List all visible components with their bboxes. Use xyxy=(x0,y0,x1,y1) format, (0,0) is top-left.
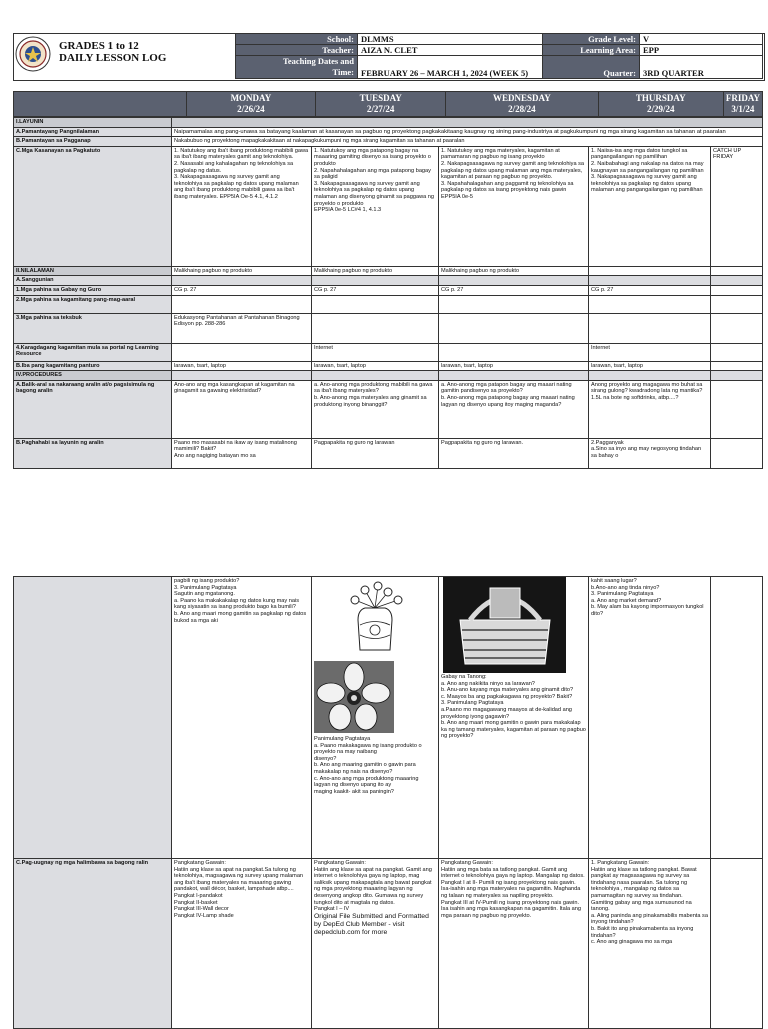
title-line-2: DAILY LESSON LOG xyxy=(59,52,167,64)
gabay-guro-mon: CG p. 27 xyxy=(172,285,312,295)
pag-uugnay-wed: Pangkatang Gawain: Hatiin ang mga bata sa tatlong pangkat. Gamit ang internet o teknolohiya gaya ng laptop. Mangalap ng datos. Pangkat I at II- Pumili ng isang proyektong nais gawin. Isa-isahin ang mga materyales na gagamitin. Maghanda ng talaan ng materyales sa napiling proyekto. Pangkat III at IV-Pumili ng isang proyektong nais gawin. Isa isahin ang mga kasangkapan na gagamitin. Itala ang mga paraan ng pagbuo ng proyekto. xyxy=(439,859,589,1029)
teacher-value: AIZA N. CLET xyxy=(358,45,543,56)
balik-aral-wed: a. Ano-anong mga patapon bagay ang maaari nating gamitin pandisenyo sa proyekto? b. Ano-anong mga patapong bagay ang maaari nating lagyan ng disenyo upang itoy maging maganda? xyxy=(439,380,589,438)
iba-pang-kagamitan-mon: larawan, tsart, laptop xyxy=(172,361,312,371)
gabay-guro-thu: CG p. 27 xyxy=(589,285,711,295)
pag-uugnay-thu: 1. Pangkatang Gawain: Hatiin ang klase sa tatlong pangkat. Bawat pangkat ay magsasagawa ng survey sa tindahang nasa paaralan. Sa tulong ng teknolohiya , mangalap ng datos sa pamamagitan ng survey sa tindahan. Gamiting gabay ang mga sumusunod na tanong. a. Aling paninda ang pinakamabilis mabenta sa inyong tindahan? b. Bakit ito ang pinakamabenta sa inyong tindahan? c. Ano ang ginagawa mo sa mga xyxy=(589,859,711,1029)
teacher-label: Teacher: xyxy=(236,45,358,56)
nilalaman-thu xyxy=(589,266,711,276)
nilalaman-wed: Malikhaing pagbuo ng produkto xyxy=(439,266,589,276)
kasanayan-thu: 1. Naiisa-isa ang mga datos tungkol sa pangangailangan ng pamilihan 2. Naibabahagi ang nakalap na datos na may kaugnayan sa pangangailangan ng pamilihan 3. Nakapagsasagawa ng survey gamit ang teknolohiya sa pagkalap ng datos upang malaman ang pangangailangan ng pamilihan xyxy=(589,146,711,266)
row-label-continued xyxy=(14,577,172,859)
section-procedures: IV.PROCEDURES xyxy=(14,371,172,381)
balik-aral-tue: a. Ano-anong mga produktong mabibili na gawa sa iba't ibang materyales? b. Ano-anong mga materyales ang ginamit sa produktong inyong binanggit? xyxy=(312,380,439,438)
document-title xyxy=(59,40,166,64)
school-label: School: xyxy=(236,34,358,45)
continued-fri xyxy=(711,577,763,859)
dates-value: FEBRUARY 26 – MARCH 1, 2024 (WEEK 5) xyxy=(358,56,543,79)
vase-illustration xyxy=(312,577,438,659)
day-tuesday: TUESDAY 2/27/24 xyxy=(316,92,446,117)
title-line-1: GRADES 1 to 12 xyxy=(59,40,139,52)
deped-seal-icon xyxy=(15,36,51,72)
balik-aral-thu: Anong proyekto ang magagawa mo buhat sa sirang gulong? kwadradong lata ng mantika? 1.5L na bote ng softdrinks, atbp....? xyxy=(589,380,711,438)
day-friday: FRIDAY 3/1/24 xyxy=(723,92,762,117)
depedclub-note: Original File Submitted and Formatted by DepEd Club Member - visit depedclub.com for more xyxy=(314,912,429,936)
paghahabi-mon: Paano mo masasabi na ikaw ay isang matalinong mamimili? Bakit? Ano ang nagiging batayan mo sa xyxy=(172,438,312,468)
dates-label-line-1: Teaching Dates and xyxy=(282,56,354,66)
gabay-guro-tue: CG p. 27 xyxy=(312,285,439,295)
paghahabi-tue: Pagpapakita ng guro ng larawan xyxy=(312,438,439,468)
page-gap xyxy=(0,506,768,576)
row-label-gabay-guro: 1.Mga pahina sa Gabay ng Guro xyxy=(14,285,172,295)
day-monday: MONDAY 2/26/24 xyxy=(186,92,316,117)
nilalaman-tue: Malikhaing pagbuo ng produkto xyxy=(312,266,439,276)
area-value: EPP xyxy=(640,45,763,56)
pag-uugnay-tue-text: Pangkatang Gawain: Hatiin ang klase sa apat na pangkat. Gamit ang internet o teknolohiya gaya ng laptop, mag saliksik upang makapagtala ang bawat pangkat ng mga proyektong maaaring lagyan ng desenyong angkop dito. Gumawa ng survey tungkol dito at magtala ng datos. Pangkat I – IV xyxy=(314,860,432,913)
row-label-learning-resource: 4.Karagdagang kagamitan mula sa portal ng Learning Resource xyxy=(14,343,172,361)
kasanayan-fri: CATCH UP FRIDAY xyxy=(711,146,763,266)
grade-label: Grade Level: xyxy=(543,34,640,45)
continued-mon: pagbili ng isang produkto? 3. Panimulang Pagtataya Sagutin ang mgatanong. a. Paano ka makakakalap ng datos kung may nais kang siyasatin sa isang produkto bago ka bumili? b. Ano ang maari mong gamitin sa pagkalap ng datos bukod sa mga aki xyxy=(172,577,312,859)
paghahabi-wed: Pagpapakita ng guro ng larawan. xyxy=(439,438,589,468)
kasanayan-wed: 1. Natutukoy ang mga materyales, kagamitan at pamamaran ng pagbuo ng isang proyekto 2. Nakapagsasagawa ng survey gamit ang teknolohiya sa pagkalap ng datos upang malaman ang mga materyales, kagamitan at paraan ng pagbuo ng proyekto. 3. Napahahalagahan ang paggamit ng teknolohiya sa pagkalap ng datos sa isang proyektong nais gawin EPP5IA 0e-5 xyxy=(439,146,589,266)
continued-wed xyxy=(439,577,589,859)
row-label-iba-pang-kagamitan: B.Iba pang kagamitang panturo xyxy=(14,361,172,371)
row-label-pag-uugnay: C.Pag-uugnay ng mga halimbawa sa bagong ralin xyxy=(14,859,172,1029)
lesson-grid-page2 xyxy=(13,576,763,1029)
row-label-paghahabi: B.Paghahabi sa layunin ng aralin xyxy=(14,438,172,468)
section-layunin-fill xyxy=(172,118,763,128)
row-label-balik-aral: A.Balik-aral sa nakaraang aralin at/o pagsisimula ng bagong aralin xyxy=(14,380,172,438)
teksbuk-mon: Edukasyong Pantahanan at Pantahanan Binagong Edisyon pp. 288-286 xyxy=(172,313,312,343)
flower-illustration xyxy=(312,659,438,735)
pamantayang-pangnilalaman-text: Naipamamalas ang pang-unawa sa batayang kaalaman at kasanayan sa pagbuo ng proyektong pagkakakitaang kaugnay ng sining pang-industriya at pagkukumpuni ng mga sirang kagamitan sa tahanan at paaralan xyxy=(172,127,763,137)
dates-label-line-2: Time: xyxy=(332,67,354,77)
learning-resource-thu: Internet xyxy=(589,343,711,361)
pag-uugnay-fri xyxy=(711,859,763,1029)
dates-label xyxy=(236,56,358,79)
pag-uugnay-mon: Pangkatang Gawain: Hatiin ang klase sa apat na pangkat.Sa tulong ng teknolohiya, magsagawa ng survey upang malaman ang iba't ibang materyales na maaaring gawing pandakot, wall décor, basket, lampshade atbp.... Pangkat I-pandakot Pangkat II-basket Pangkat III-Wall decor Pangkat IV-Lamp shade xyxy=(172,859,312,1029)
school-value: DLMMS xyxy=(358,34,543,45)
row-label-kasanayan: C.Mga Kasanayan sa Pagkatuto xyxy=(14,146,172,266)
continued-tue xyxy=(312,577,439,859)
learning-resource-tue: Internet xyxy=(312,343,439,361)
row-label-pamantayan-pagganap: B.Pamantayan sa Pagganap xyxy=(14,137,172,147)
paghahabi-thu: 2.Pagganyak a.Sino sa inyo ang may negosyong tindahan sa bahay o xyxy=(589,438,711,468)
row-label-teksbuk: 3.Mga pahina sa teksbuk xyxy=(14,313,172,343)
nilalaman-fri xyxy=(711,266,763,276)
grade-value: V xyxy=(640,34,763,45)
section-nilalaman: II.NILALAMAN xyxy=(14,266,172,276)
gabay-guro-wed: CG p. 27 xyxy=(439,285,589,295)
iba-pang-kagamitan-wed: larawan, tsart, laptop xyxy=(439,361,589,371)
row-label-sanggunian: A.Sanggunian xyxy=(14,276,172,286)
quarter-label: Quarter: xyxy=(543,56,640,79)
pag-uugnay-tue xyxy=(312,859,439,1029)
pamantayan-pagganap-text: Nakabubuo ng proyektong mapagkakakitaan at nakapagkukumpuni ng mga sirang kagamitan sa tahanan at paaralan xyxy=(172,137,763,147)
lesson-grid-page1 xyxy=(13,117,763,469)
continued-thu: kahit saang lugar? b.Ano-ano ang tinda ninyo? 3. Panimulang Pagtataya a. Ano ang market demand? b. May alam ba kayong impormasyon tungkol dito? xyxy=(589,577,711,859)
nilalaman-mon: Malikhaing pagbuo ng produkto xyxy=(172,266,312,276)
iba-pang-kagamitan-thu: larawan, tsart, laptop xyxy=(589,361,711,371)
day-header-row xyxy=(13,91,763,117)
iba-pang-kagamitan-tue: larawan, tsart, laptop xyxy=(312,361,439,371)
row-label-kagamitang-mag-aaral: 2.Mga pahina sa kagamitang pang-mag-aaral xyxy=(14,295,172,313)
continued-tue-text: Panimulang Pagtataya a. Paano makakagawa ng isang produkto o proyekto na may naibang disenyo? b. Ano ang maaring gamitin o gawin para makakalap ng nais na disenyo? c. Ano-ano ang mga produktong maaaring lagyan ng disenyo upang ito ay maging kaakit- akit sa paningin? xyxy=(314,736,422,795)
row-label-pamantayang-pangnilalaman: A.Pamantayang Pangnilalaman xyxy=(14,127,172,137)
continued-wed-text: Gabay na Tanong: a. Ano ang nakikita ninyo sa larawan? b. Anu-ano kayang mga materyales ang ginamit dito? c. Maayos ba ang pagkakagawa ng proyekto? Bakit? 3. Panimulang Pagtataya a.Paano mo magagawang maayos at de-kalidad ang proyektong iyong gagawin? b. Ano ang maari mong gamitin o gawin para makakalap ka ng tamang materyales, kagamitan at paraan ng pagbuo ng proyekto? xyxy=(441,674,586,740)
gabay-guro-fri xyxy=(711,285,763,295)
quarter-value: 3RD QUARTER xyxy=(640,56,763,79)
kasanayan-mon: 1. Natutukoy ang iba't ibang produktong mabibili gawa sa iba't ibang materyales gamit ang teknolohiya. 2. Nasasabi ang kahalagahan ng teknolohiya sa pagkalap ng datus. 3. Nakapagsasagawa ng survey gamit ang teknolohiya sa pagkalap ng datos upang malaman ang iba't ibang produktong mabibili gawa sa iba't ibang materyales. EPP5IA Oe-5 4.1, 4.1.2 xyxy=(172,146,312,266)
kasanayan-tue: 1. Natutukoy ang mga patapong bagay na maaaring gamiting disenyo sa isang proyekto o produkto 2. Napahahalagahan ang mga patapong bagay sa paligid 3. Nakapagsasagawa ng survey gamit ang teknolohiya sa pagkalap ng datos upang malaman ang disenyong ginamit sa paggawa ng proyekto o produkto EPP5IA 0e-5 LC#4 1, 4.1.3 xyxy=(312,146,439,266)
section-layunin: I.LAYUNIN xyxy=(14,118,172,128)
basket-illustration xyxy=(443,577,566,673)
day-header-blank xyxy=(14,92,187,117)
header-info-table xyxy=(235,33,763,79)
area-label: Learning Area: xyxy=(543,45,640,56)
day-wednesday: WEDNESDAY 2/28/24 xyxy=(446,92,599,117)
day-thursday: THURSDAY 2/29/24 xyxy=(598,92,723,117)
balik-aral-mon: Ano-ano ang mga kasangkapan at kagamitan na ginagamit sa gawaing elektrisidad? xyxy=(172,380,312,438)
